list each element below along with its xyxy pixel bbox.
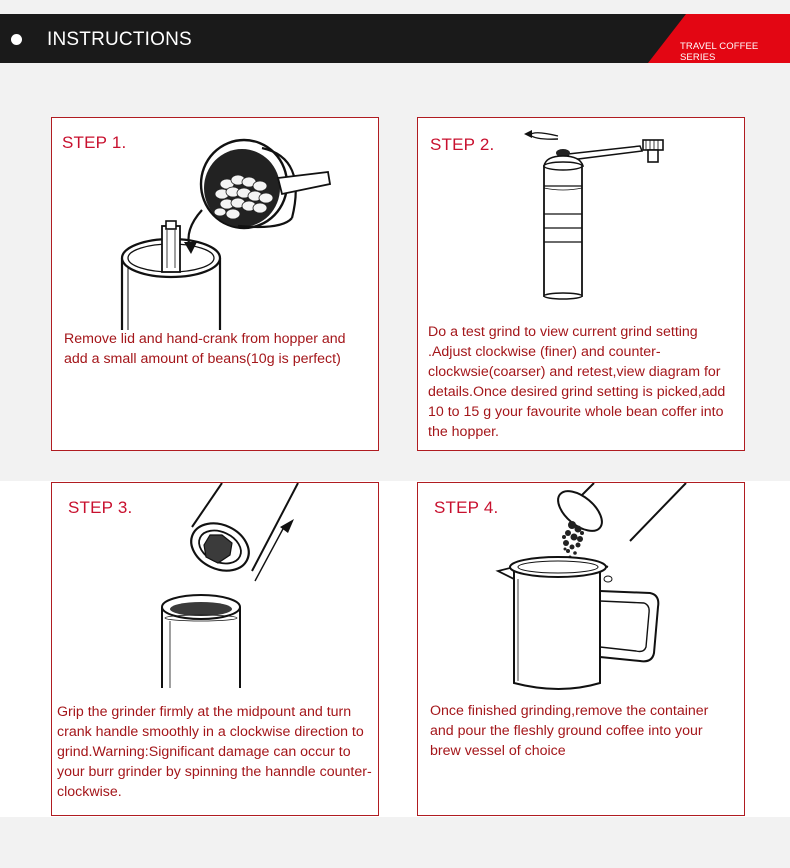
top-gap <box>0 0 790 14</box>
step-3-card <box>51 482 379 816</box>
step-1-label: STEP 1. <box>62 133 127 152</box>
step-2-card <box>417 117 745 451</box>
step-4-text: Once finished grinding,remove the container and pour the fleshly ground coffee into your brew vessel of choice <box>430 703 709 759</box>
step-3-text: Grip the grinder firmly at the midpount and turn crank handle smoothly in a clockwise direction to grind.Warning:Significant damage can occur to your burr grinder by spinning the hanndle counter-clockwise. <box>57 704 372 800</box>
step-3-label: STEP 3. <box>68 498 133 517</box>
step-1-card <box>51 117 379 451</box>
series-label: TRAVEL COFFEE SERIES <box>680 41 759 63</box>
step-4-card <box>417 482 745 816</box>
instructions-header <box>0 14 790 63</box>
step-2-label: STEP 2. <box>430 135 495 154</box>
page-title: INSTRUCTIONS <box>47 29 192 50</box>
step-4-label: STEP 4. <box>434 498 499 517</box>
step-1-text: Remove lid and hand-crank from hopper and add a small amount of beans(10g is perfect) <box>64 331 346 367</box>
bullet-dot-icon <box>11 34 22 45</box>
step-2-text: Do a test grind to view current grind setting .Adjust clockwise (finer) and counter-clockwsie(coarser) and retest,view diagram for details.Once desired grind setting is picked,add 10 to 15 g your favourite whole bean coffer into the hopper. <box>428 324 726 440</box>
